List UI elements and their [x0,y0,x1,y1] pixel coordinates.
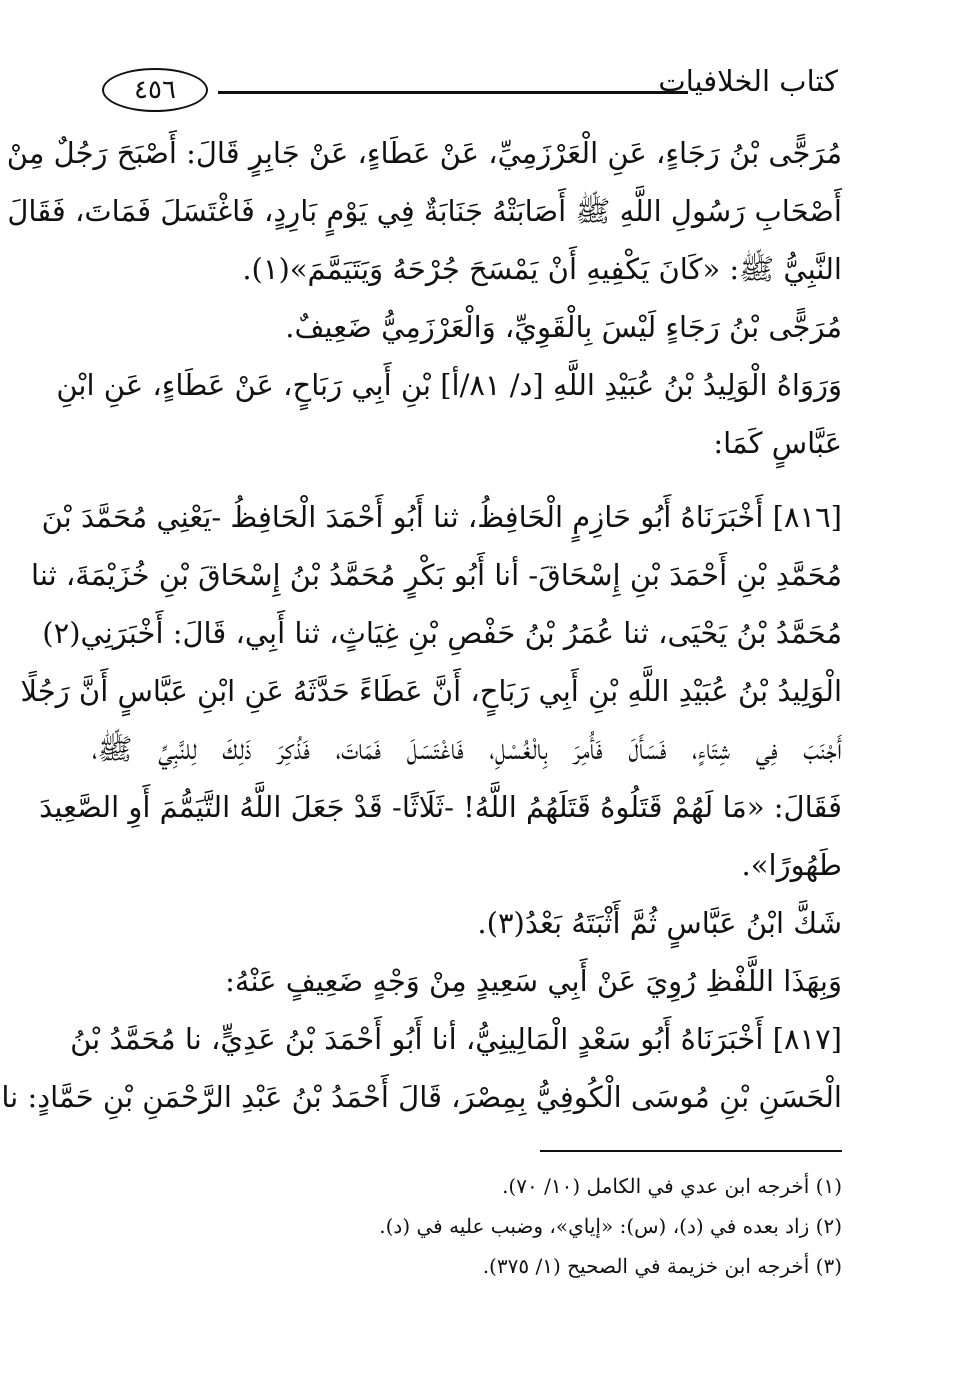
hadith-816-line: [٨١٦] أَخْبَرَنَاهُ أَبُو حَازِمٍ الْحَافِظُ، ثنا أَبُو أَحْمَدَ الْحَافِظُ -يَعْنِي مُحَمَّدَ بْنَ [41,500,842,534]
footnote-rule [540,1150,842,1152]
header-rule [218,91,688,94]
page-number: ٤٥٦ [102,68,208,112]
text-line: مُحَمَّدُ بْنُ يَحْيَى، ثنا عُمَرُ بْنُ حَفْصِ بْنِ غِيَاثٍ، ثنا أَبِي، قَالَ: أَخْبَرَنِي(٢) [42,616,842,650]
text-line: فَقَالَ: «مَا لَهُمْ قَتَلُوهُ قَتَلَهُمُ اللَّهُ! -ثَلَاثًا- قَدْ جَعَلَ اللَّهُ التَّيَمُّمَ أَوِ الصَّعِيدَ [39,790,842,824]
page-header [96,62,838,122]
text-line: وَبِهَذَا اللَّفْظِ رُوِيَ عَنْ أَبِي سَعِيدٍ مِنْ وَجْهٍ ضَعِيفٍ عَنْهُ: [225,964,842,998]
text-line: عَبَّاسٍ كَمَا: [713,426,842,460]
text-line: أَجْنَبَ فِي شِتَاءٍ، فَسَأَلَ فَأُمِرَ بِالْغُسْلِ، فَاغْتَسَلَ فَمَاتَ، فَذُكِرَ ذَلِكَ لِلنَّبِيِّ ﷺ، [92,732,842,766]
footnote: (٢) زاد بعده في (د)، (س): «إياي»، وضبب عليه في (د). [379,1214,842,1238]
text-line: شَكَّ ابْنُ عَبَّاسٍ ثُمَّ أَثْبَتَهُ بَعْدُ(٣). [477,906,842,940]
text-line: طَهُورًا». [741,848,842,882]
text-line: مُحَمَّدِ بْنِ أَحْمَدَ بْنِ إِسْحَاقَ- أنا أَبُو بَكْرٍ مُحَمَّدُ بْنُ إِسْحَاقَ بْنِ خُزَيْمَةَ، ثنا [31,558,842,592]
running-title: كتاب الخلافيات [658,64,838,98]
text-line: الْحَسَنِ بْنِ مُوسَى الْكُوفِيُّ بِمِصْرَ، قَالَ أَحْمَدُ بْنُ عَبْدِ الرَّحْمَنِ بْنِ حَمَّادٍ: نا [1,1080,842,1114]
footnote: (٣) أخرجه ابن خزيمة في الصحيح (١/ ٣٧٥). [482,1254,842,1278]
text-line: مُرَجًّى بْنُ رَجَاءٍ، عَنِ الْعَرْزَمِيِّ، عَنْ عَطَاءٍ، عَنْ جَابِرٍ قَالَ: أَصْبَحَ رَجُلٌ مِنْ [6,136,842,170]
text-line: وَرَوَاهُ الْوَلِيدُ بْنُ عُبَيْدِ اللَّهِ [د/ ٨١/أ] بْنِ أَبِي رَبَاحٍ، عَنْ عَطَاءٍ، عَنِ ابْنِ [56,368,842,402]
footnote: (١) أخرجه ابن عدي في الكامل (١٠/ ٧٠). [502,1174,842,1198]
text-line: أَصْحَابِ رَسُولِ اللَّهِ ﷺ أَصَابَتْهُ جَنَابَةٌ فِي يَوْمٍ بَارِدٍ، فَاغْتَسَلَ فَمَاتَ، فَقَالَ [7,194,842,228]
text-line: الْوَلِيدُ بْنُ عُبَيْدِ اللَّهِ بْنِ أَبِي رَبَاحٍ، أَنَّ عَطَاءً حَدَّثَهُ عَنِ ابْنِ عَبَّاسٍ أَنَّ رَجُلًا [20,674,842,708]
text-line: النَّبِيُّ ﷺ: «كَانَ يَكْفِيهِ أَنْ يَمْسَحَ جُرْحَهُ وَيَتَيَمَّمَ»(١). [242,252,842,286]
text-line: مُرَجًّى بْنُ رَجَاءٍ لَيْسَ بِالْقَوِيِّ، وَالْعَرْزَمِيُّ ضَعِيفٌ. [285,310,842,344]
footnotes [92,1166,842,1286]
hadith-817-line: [٨١٧] أَخْبَرَنَاهُ أَبُو سَعْدٍ الْمَالِينِيُّ، أنا أَبُو أَحْمَدَ بْنُ عَدِيٍّ، نا مُحَمَّدُ بْنُ [70,1022,842,1056]
main-text [1,124,842,1126]
